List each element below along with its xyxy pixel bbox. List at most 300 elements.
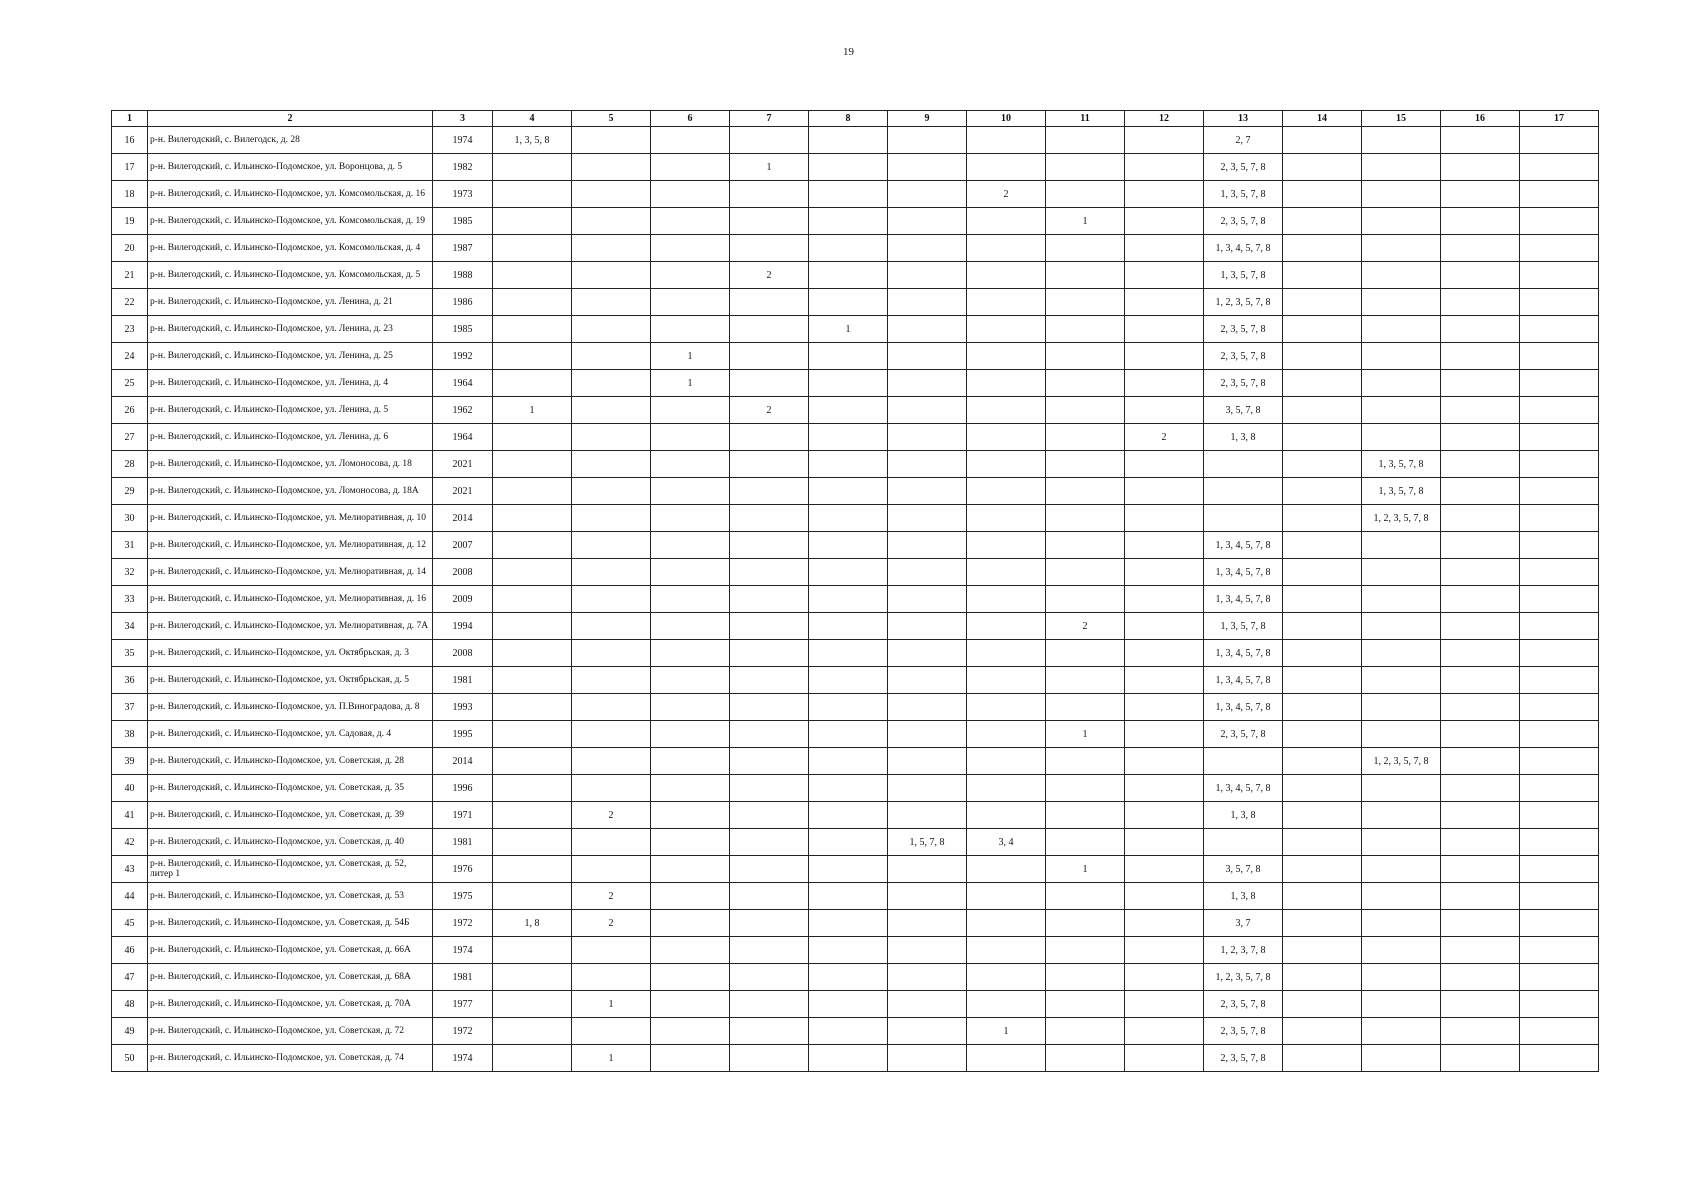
table-cell bbox=[967, 802, 1046, 829]
table-cell bbox=[493, 802, 572, 829]
table-cell bbox=[1046, 1045, 1125, 1072]
address-cell: р-н. Вилегодский, с. Ильинско-Подомское, ул. Садовая, д. 4 bbox=[148, 721, 433, 748]
table-cell bbox=[1441, 991, 1520, 1018]
table-cell bbox=[1283, 370, 1362, 397]
table-cell bbox=[967, 370, 1046, 397]
table-cell bbox=[1520, 964, 1599, 991]
year-cell: 2021 bbox=[433, 478, 493, 505]
table-cell bbox=[572, 667, 651, 694]
table-cell bbox=[888, 964, 967, 991]
column-header: 10 bbox=[967, 111, 1046, 127]
table-cell bbox=[1520, 829, 1599, 856]
table-cell bbox=[572, 964, 651, 991]
table-row bbox=[112, 586, 1599, 613]
table-row bbox=[112, 208, 1599, 235]
address-cell: р-н. Вилегодский, с. Ильинско-Подомское, ул. Ленина, д. 21 bbox=[148, 289, 433, 316]
table-cell bbox=[1125, 775, 1204, 802]
table-cell bbox=[651, 640, 730, 667]
table-cell bbox=[1520, 505, 1599, 532]
row-number-cell: 30 bbox=[112, 505, 148, 532]
table-cell bbox=[651, 694, 730, 721]
table-cell: 1 bbox=[651, 370, 730, 397]
table-cell bbox=[809, 451, 888, 478]
row-number-cell: 24 bbox=[112, 343, 148, 370]
table-cell bbox=[651, 208, 730, 235]
table-cell bbox=[1362, 991, 1441, 1018]
table-cell bbox=[493, 1018, 572, 1045]
table-cell bbox=[1520, 667, 1599, 694]
table-cell bbox=[1441, 586, 1520, 613]
row-number-cell: 20 bbox=[112, 235, 148, 262]
table-cell bbox=[651, 613, 730, 640]
table-cell bbox=[730, 991, 809, 1018]
table-cell bbox=[809, 424, 888, 451]
table-cell bbox=[1283, 451, 1362, 478]
table-cell bbox=[493, 613, 572, 640]
table-row bbox=[112, 343, 1599, 370]
address-cell: р-н. Вилегодский, с. Ильинско-Подомское, ул. Советская, д. 74 bbox=[148, 1045, 433, 1072]
table-cell bbox=[1362, 127, 1441, 154]
table-cell bbox=[809, 235, 888, 262]
table-cell bbox=[1520, 451, 1599, 478]
table-cell bbox=[967, 964, 1046, 991]
table-row bbox=[112, 397, 1599, 424]
table-cell bbox=[1362, 883, 1441, 910]
table-cell bbox=[888, 181, 967, 208]
year-cell: 1976 bbox=[433, 856, 493, 883]
table-cell bbox=[572, 694, 651, 721]
table-cell bbox=[967, 748, 1046, 775]
table-cell bbox=[809, 667, 888, 694]
table-cell: 1 bbox=[572, 1045, 651, 1072]
row-number-cell: 33 bbox=[112, 586, 148, 613]
table-cell bbox=[1441, 154, 1520, 181]
page-number: 19 bbox=[843, 46, 854, 58]
table-cell bbox=[967, 451, 1046, 478]
table-cell: 3, 5, 7, 8 bbox=[1204, 856, 1283, 883]
table-cell bbox=[1125, 181, 1204, 208]
table-cell bbox=[1441, 910, 1520, 937]
table-cell bbox=[730, 721, 809, 748]
table-cell bbox=[1362, 1018, 1441, 1045]
table-cell bbox=[651, 775, 730, 802]
table-row bbox=[112, 748, 1599, 775]
year-cell: 1972 bbox=[433, 910, 493, 937]
table-cell bbox=[1362, 532, 1441, 559]
column-header: 8 bbox=[809, 111, 888, 127]
table-cell bbox=[572, 532, 651, 559]
table-cell: 2 bbox=[1046, 613, 1125, 640]
table-cell bbox=[1046, 397, 1125, 424]
table-cell bbox=[651, 451, 730, 478]
table-row bbox=[112, 721, 1599, 748]
year-cell: 1975 bbox=[433, 883, 493, 910]
table-cell bbox=[1046, 1018, 1125, 1045]
table-cell bbox=[1520, 694, 1599, 721]
table-row bbox=[112, 829, 1599, 856]
table-cell bbox=[1046, 424, 1125, 451]
table-cell bbox=[1441, 505, 1520, 532]
table-cell bbox=[1362, 424, 1441, 451]
table-cell bbox=[572, 316, 651, 343]
table-cell: 2, 3, 5, 7, 8 bbox=[1204, 316, 1283, 343]
table-cell bbox=[967, 235, 1046, 262]
table-cell bbox=[572, 424, 651, 451]
table-cell: 2, 3, 5, 7, 8 bbox=[1204, 991, 1283, 1018]
table-cell bbox=[888, 856, 967, 883]
address-cell: р-н. Вилегодский, с. Ильинско-Подомское, ул. Комсомольская, д. 19 bbox=[148, 208, 433, 235]
table-cell bbox=[1441, 721, 1520, 748]
table-cell bbox=[1283, 829, 1362, 856]
table-cell bbox=[809, 640, 888, 667]
table-cell: 1, 3, 5, 7, 8 bbox=[1362, 451, 1441, 478]
table-row bbox=[112, 235, 1599, 262]
table-cell bbox=[1046, 748, 1125, 775]
table-cell bbox=[1362, 181, 1441, 208]
table-row bbox=[112, 883, 1599, 910]
table-cell: 1, 2, 3, 5, 7, 8 bbox=[1204, 289, 1283, 316]
table-cell bbox=[1283, 748, 1362, 775]
table-cell bbox=[1283, 154, 1362, 181]
table-cell: 1, 3, 4, 5, 7, 8 bbox=[1204, 586, 1283, 613]
table-cell bbox=[809, 964, 888, 991]
table-cell bbox=[730, 235, 809, 262]
table-cell bbox=[1125, 964, 1204, 991]
address-cell: р-н. Вилегодский, с. Ильинско-Подомское, ул. Советская, д. 53 bbox=[148, 883, 433, 910]
table-cell bbox=[809, 154, 888, 181]
table-cell bbox=[888, 262, 967, 289]
row-number-cell: 27 bbox=[112, 424, 148, 451]
table-cell: 1 bbox=[1046, 856, 1125, 883]
table-cell bbox=[1283, 640, 1362, 667]
table-cell bbox=[1283, 883, 1362, 910]
row-number-cell: 29 bbox=[112, 478, 148, 505]
year-cell: 1971 bbox=[433, 802, 493, 829]
table-cell bbox=[1046, 505, 1125, 532]
table-cell bbox=[572, 478, 651, 505]
table-cell bbox=[730, 316, 809, 343]
table-cell bbox=[651, 532, 730, 559]
table-cell bbox=[1283, 478, 1362, 505]
year-cell: 1974 bbox=[433, 937, 493, 964]
address-cell: р-н. Вилегодский, с. Ильинско-Подомское, ул. Советская, д. 40 bbox=[148, 829, 433, 856]
year-cell: 2007 bbox=[433, 532, 493, 559]
table-row bbox=[112, 181, 1599, 208]
table-cell bbox=[1520, 613, 1599, 640]
address-cell: р-н. Вилегодский, с. Ильинско-Подомское, ул. Советская, д. 68А bbox=[148, 964, 433, 991]
table-cell bbox=[493, 154, 572, 181]
table-cell bbox=[493, 991, 572, 1018]
table-cell bbox=[1362, 640, 1441, 667]
table-cell bbox=[1046, 127, 1125, 154]
table-cell bbox=[730, 478, 809, 505]
table-cell bbox=[493, 721, 572, 748]
table-cell: 1 bbox=[967, 1018, 1046, 1045]
table-cell bbox=[1046, 964, 1125, 991]
table-cell bbox=[1520, 856, 1599, 883]
table-cell bbox=[1046, 883, 1125, 910]
table-cell bbox=[1125, 289, 1204, 316]
address-cell: р-н. Вилегодский, с. Ильинско-Подомское, ул. Комсомольская, д. 5 bbox=[148, 262, 433, 289]
table-cell bbox=[1283, 964, 1362, 991]
table-cell bbox=[1125, 343, 1204, 370]
table-cell: 1 bbox=[809, 316, 888, 343]
table-cell bbox=[1125, 208, 1204, 235]
table-cell bbox=[888, 613, 967, 640]
row-number-cell: 43 bbox=[112, 856, 148, 883]
table-cell bbox=[1204, 451, 1283, 478]
table-cell bbox=[1204, 505, 1283, 532]
table-cell bbox=[1362, 316, 1441, 343]
table-cell bbox=[1204, 748, 1283, 775]
table-cell bbox=[651, 127, 730, 154]
table-cell bbox=[651, 829, 730, 856]
table-cell bbox=[1125, 451, 1204, 478]
table-cell: 1, 5, 7, 8 bbox=[888, 829, 967, 856]
year-cell: 1964 bbox=[433, 370, 493, 397]
table-cell bbox=[1520, 640, 1599, 667]
table-cell bbox=[572, 559, 651, 586]
address-cell: р-н. Вилегодский, с. Ильинско-Подомское, ул. Ленина, д. 6 bbox=[148, 424, 433, 451]
year-cell: 1974 bbox=[433, 1045, 493, 1072]
column-header: 5 bbox=[572, 111, 651, 127]
table-cell bbox=[493, 856, 572, 883]
row-number-cell: 38 bbox=[112, 721, 148, 748]
table-cell bbox=[967, 424, 1046, 451]
table-cell bbox=[730, 208, 809, 235]
table-cell: 1 bbox=[651, 343, 730, 370]
table-cell bbox=[809, 532, 888, 559]
table-cell bbox=[967, 667, 1046, 694]
table-cell bbox=[1362, 910, 1441, 937]
column-header: 16 bbox=[1441, 111, 1520, 127]
table-cell bbox=[1441, 667, 1520, 694]
table-cell bbox=[888, 775, 967, 802]
table-cell bbox=[651, 991, 730, 1018]
table-cell bbox=[1441, 478, 1520, 505]
table-cell bbox=[1520, 775, 1599, 802]
table-cell bbox=[967, 289, 1046, 316]
table-cell bbox=[572, 640, 651, 667]
table-cell bbox=[1283, 208, 1362, 235]
row-number-cell: 50 bbox=[112, 1045, 148, 1072]
column-header: 9 bbox=[888, 111, 967, 127]
table-cell bbox=[888, 289, 967, 316]
table-cell bbox=[1283, 586, 1362, 613]
year-cell: 1981 bbox=[433, 667, 493, 694]
table-cell bbox=[1441, 937, 1520, 964]
table-cell bbox=[1125, 505, 1204, 532]
table-cell bbox=[1362, 802, 1441, 829]
table-cell: 3, 4 bbox=[967, 829, 1046, 856]
table-cell: 1, 3, 4, 5, 7, 8 bbox=[1204, 532, 1283, 559]
address-cell: р-н. Вилегодский, с. Ильинско-Подомское, ул. Советская, д. 28 bbox=[148, 748, 433, 775]
address-cell: р-н. Вилегодский, с. Ильинско-Подомское, ул. Ленина, д. 5 bbox=[148, 397, 433, 424]
year-cell: 2008 bbox=[433, 640, 493, 667]
table-cell bbox=[1283, 235, 1362, 262]
address-cell: р-н. Вилегодский, с. Ильинско-Подомское, ул. Советская, д. 39 bbox=[148, 802, 433, 829]
table-cell bbox=[1283, 991, 1362, 1018]
table-cell bbox=[651, 235, 730, 262]
table-cell bbox=[809, 937, 888, 964]
table-cell bbox=[1125, 559, 1204, 586]
table-row bbox=[112, 316, 1599, 343]
table-cell: 2, 3, 5, 7, 8 bbox=[1204, 1018, 1283, 1045]
table-cell bbox=[1125, 478, 1204, 505]
table-cell bbox=[888, 667, 967, 694]
table-cell bbox=[1441, 775, 1520, 802]
table-cell bbox=[730, 910, 809, 937]
table-row bbox=[112, 1018, 1599, 1045]
column-header: 14 bbox=[1283, 111, 1362, 127]
table-cell bbox=[1125, 1045, 1204, 1072]
table-cell bbox=[888, 802, 967, 829]
address-cell: р-н. Вилегодский, с. Ильинско-Подомское, ул. Ленина, д. 23 bbox=[148, 316, 433, 343]
address-cell: р-н. Вилегодский, с. Ильинско-Подомское, ул. Ломоносова, д. 18 bbox=[148, 451, 433, 478]
table-cell bbox=[572, 1018, 651, 1045]
table-cell bbox=[809, 613, 888, 640]
table-cell: 2 bbox=[1125, 424, 1204, 451]
row-number-cell: 35 bbox=[112, 640, 148, 667]
row-number-cell: 39 bbox=[112, 748, 148, 775]
table-cell: 3, 5, 7, 8 bbox=[1204, 397, 1283, 424]
table-cell bbox=[888, 235, 967, 262]
table-cell bbox=[888, 748, 967, 775]
table-cell bbox=[888, 370, 967, 397]
table-row bbox=[112, 451, 1599, 478]
table-cell bbox=[1283, 1045, 1362, 1072]
table-cell bbox=[493, 316, 572, 343]
table-cell bbox=[809, 289, 888, 316]
table-cell bbox=[1441, 532, 1520, 559]
table-cell bbox=[493, 694, 572, 721]
table-cell bbox=[493, 1045, 572, 1072]
table-cell bbox=[651, 856, 730, 883]
table-cell bbox=[1125, 910, 1204, 937]
table-cell bbox=[1125, 721, 1204, 748]
table-cell bbox=[730, 856, 809, 883]
table-cell bbox=[809, 883, 888, 910]
table-cell bbox=[1362, 937, 1441, 964]
year-cell: 1994 bbox=[433, 613, 493, 640]
table-cell bbox=[888, 937, 967, 964]
table-cell bbox=[1283, 262, 1362, 289]
table-row bbox=[112, 154, 1599, 181]
table-cell bbox=[888, 883, 967, 910]
table-cell bbox=[1520, 316, 1599, 343]
table-cell bbox=[1046, 289, 1125, 316]
table-cell bbox=[1362, 667, 1441, 694]
table-cell bbox=[1441, 883, 1520, 910]
table-cell: 1, 8 bbox=[493, 910, 572, 937]
table-body bbox=[112, 127, 1599, 1072]
column-header: 17 bbox=[1520, 111, 1599, 127]
row-number-cell: 18 bbox=[112, 181, 148, 208]
table-row bbox=[112, 505, 1599, 532]
table-cell: 1 bbox=[1046, 208, 1125, 235]
table-cell bbox=[1441, 235, 1520, 262]
year-cell: 2021 bbox=[433, 451, 493, 478]
table-cell bbox=[1441, 451, 1520, 478]
year-cell: 2014 bbox=[433, 748, 493, 775]
table-cell bbox=[1125, 748, 1204, 775]
table-cell bbox=[730, 802, 809, 829]
table-row bbox=[112, 640, 1599, 667]
table-cell bbox=[1046, 640, 1125, 667]
table-cell bbox=[1362, 721, 1441, 748]
table-cell bbox=[1204, 829, 1283, 856]
table-cell: 1, 2, 3, 5, 7, 8 bbox=[1204, 964, 1283, 991]
row-number-cell: 25 bbox=[112, 370, 148, 397]
table-cell bbox=[651, 802, 730, 829]
table-cell bbox=[730, 694, 809, 721]
table-cell bbox=[967, 154, 1046, 181]
table-cell bbox=[1125, 640, 1204, 667]
table-row bbox=[112, 532, 1599, 559]
table-cell bbox=[888, 694, 967, 721]
table-cell bbox=[1362, 829, 1441, 856]
table-cell bbox=[493, 964, 572, 991]
table-cell bbox=[730, 883, 809, 910]
table-cell bbox=[1520, 181, 1599, 208]
table-cell bbox=[493, 289, 572, 316]
table-cell bbox=[493, 586, 572, 613]
table-cell: 2 bbox=[572, 883, 651, 910]
table-cell bbox=[1441, 748, 1520, 775]
table-cell: 1 bbox=[730, 154, 809, 181]
table-cell bbox=[730, 748, 809, 775]
table-cell bbox=[1046, 235, 1125, 262]
table-cell bbox=[1520, 721, 1599, 748]
table-cell bbox=[730, 1018, 809, 1045]
table-cell bbox=[1520, 478, 1599, 505]
table-cell bbox=[572, 505, 651, 532]
table-cell: 1, 2, 3, 5, 7, 8 bbox=[1362, 748, 1441, 775]
year-cell: 1981 bbox=[433, 829, 493, 856]
column-header: 13 bbox=[1204, 111, 1283, 127]
table-cell bbox=[1520, 559, 1599, 586]
table-cell bbox=[493, 532, 572, 559]
table-cell bbox=[1441, 181, 1520, 208]
table-cell bbox=[651, 559, 730, 586]
table-cell bbox=[809, 802, 888, 829]
table-cell bbox=[572, 208, 651, 235]
year-cell: 1996 bbox=[433, 775, 493, 802]
table-cell bbox=[1362, 397, 1441, 424]
table-cell bbox=[1283, 937, 1362, 964]
table-cell bbox=[493, 829, 572, 856]
table-cell bbox=[730, 181, 809, 208]
table-cell bbox=[1441, 397, 1520, 424]
table-cell bbox=[1441, 1045, 1520, 1072]
table-cell bbox=[1125, 397, 1204, 424]
table-cell bbox=[1283, 397, 1362, 424]
table-cell bbox=[1362, 559, 1441, 586]
column-header: 4 bbox=[493, 111, 572, 127]
table-cell bbox=[1362, 1045, 1441, 1072]
address-cell: р-н. Вилегодский, с. Ильинско-Подомское, ул. Мелиоративная, д. 14 bbox=[148, 559, 433, 586]
table-cell bbox=[888, 910, 967, 937]
row-number-cell: 46 bbox=[112, 937, 148, 964]
table-cell bbox=[1362, 343, 1441, 370]
address-cell: р-н. Вилегодский, с. Вилегодск, д. 28 bbox=[148, 127, 433, 154]
table-cell bbox=[730, 937, 809, 964]
table-row bbox=[112, 964, 1599, 991]
table-cell bbox=[1046, 586, 1125, 613]
table-cell bbox=[730, 451, 809, 478]
table-cell bbox=[493, 883, 572, 910]
table-row bbox=[112, 667, 1599, 694]
